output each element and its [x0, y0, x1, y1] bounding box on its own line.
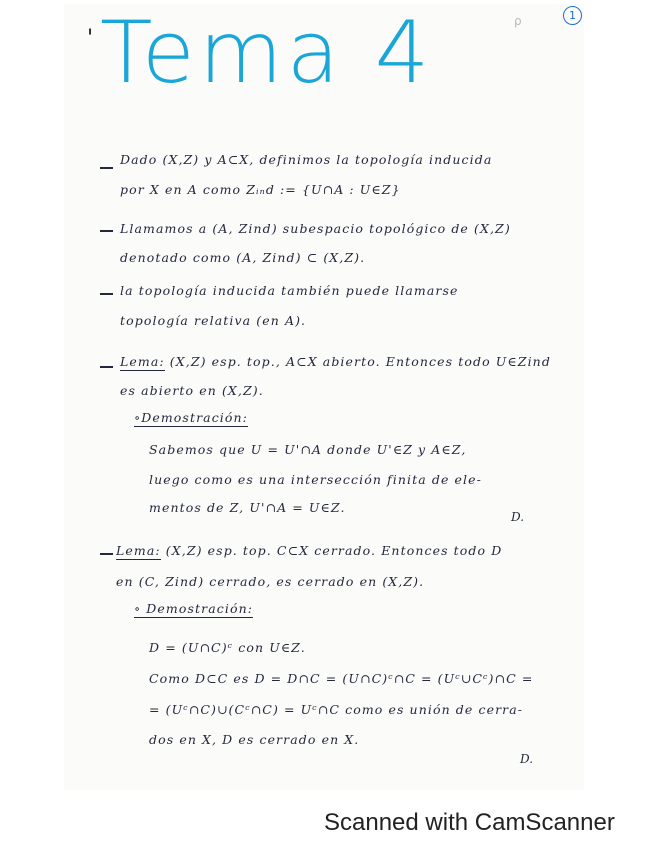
pencil-mark: ρ: [514, 14, 522, 28]
lemma-text: (X,Z) esp. top., A⊂X abierto. Entonces todo U∈Zind: [164, 354, 551, 369]
lemma-label: Lema:: [120, 354, 165, 369]
page-title: Tema 4: [100, 3, 434, 103]
lemma-statement: [120, 354, 551, 369]
definition-line: Llamamos a (A, Zind) subespacio topológico de (X,Z): [120, 221, 511, 236]
proof-line: = (Uᶜ∩C)∪(Cᶜ∩C) = Uᶜ∩C como es unión de cerra-: [149, 702, 524, 717]
definition-line: denotado como (A, Zind) ⊂ (X,Z).: [120, 250, 366, 265]
scanner-watermark: Scanned with CamScanner: [324, 809, 615, 836]
note-line: topología relativa (en A).: [120, 313, 307, 328]
definition-line: Dado (X,Z) y A⊂X, definimos la topología inducida: [120, 152, 493, 167]
title-tick-mark: ': [87, 26, 94, 51]
bullet-dash: [100, 293, 113, 295]
note-line: la topología inducida también puede llamarse: [120, 283, 459, 298]
bullet-dash: [100, 553, 113, 555]
proof-heading: ∘ Demostración:: [134, 601, 254, 616]
lemma-statement: es abierto en (X,Z).: [120, 383, 264, 398]
proof-line: Como D⊂C es D = D∩C = (U∩C)ᶜ∩C = (Uᶜ∪Cᶜ)∩C =: [149, 671, 534, 686]
qed-mark: D.: [511, 510, 525, 524]
lemma-text: (X,Z) esp. top. C⊂X cerrado. Entonces todo D: [160, 543, 503, 558]
proof-line: mentos de Z, U'∩A = U∈Z.: [149, 500, 346, 515]
qed-mark: D.: [520, 752, 534, 766]
lemma-statement: en (C, Zind) cerrado, es cerrado en (X,Z).: [116, 574, 425, 589]
bullet-dash: [100, 366, 113, 368]
lemma-statement: [116, 543, 502, 558]
definition-line: por X en A como Zᵢₙd := {U∩A : U∈Z}: [120, 182, 401, 197]
proof-heading: ∘Demostración:: [134, 410, 248, 425]
bullet-dash: [100, 167, 113, 169]
page-number-badge: 1: [563, 6, 582, 25]
proof-line: Sabemos que U = U'∩A donde U'∈Z y A∈Z,: [149, 442, 467, 457]
proof-line: dos en X, D es cerrado en X.: [149, 732, 360, 747]
bullet-dash: [100, 230, 113, 232]
lemma-label: Lema:: [116, 543, 161, 558]
proof-line: D = (U∩C)ᶜ con U∈Z.: [149, 640, 306, 655]
proof-line: luego como es una intersección finita de ele-: [149, 472, 482, 487]
